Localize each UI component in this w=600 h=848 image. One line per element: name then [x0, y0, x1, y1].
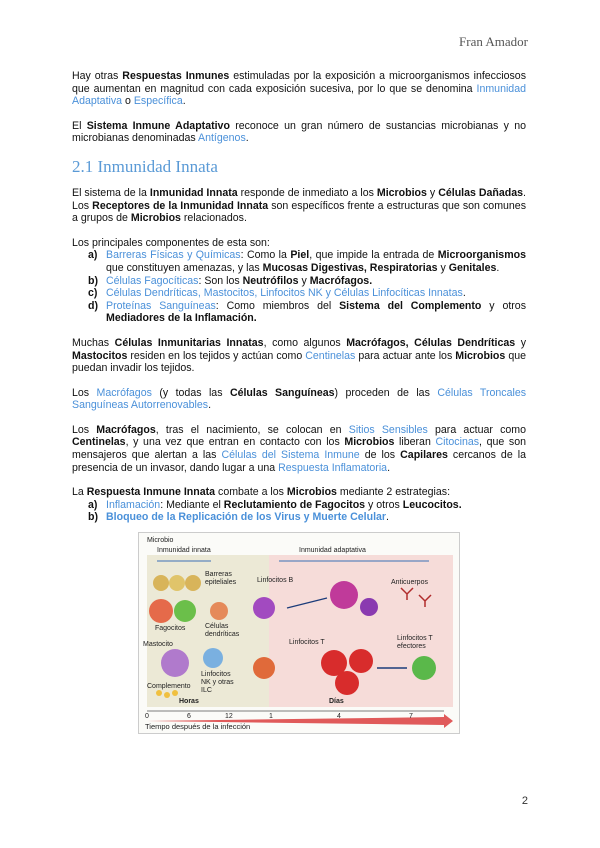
components-intro: Los principales componentes de esta son:	[72, 236, 270, 249]
innata-paragraph-4: Los Macrófagos (y todas las Células Sanguíneas) proceden de las Células Troncales Sanguíneas Autorrenovables.	[72, 386, 527, 412]
t-lymphocyte	[253, 657, 275, 679]
label-complemento: Complemento	[147, 683, 191, 691]
mast-cell	[161, 649, 189, 677]
label-anticuerpos: Anticuerpos	[391, 579, 428, 587]
label-linfocitos-b: Linfocitos B	[257, 577, 294, 585]
barrier-cell	[153, 575, 169, 591]
adaptive-background	[269, 555, 453, 707]
list-item: b) Células Fagocíticas: Son los Neutrófilos y Macrófagos.	[88, 274, 373, 287]
tick-label: 12	[225, 713, 233, 721]
innata-paragraph-3: Muchas Células Inmunitarias Innatas, como algunos Macrófagos, Células Dendríticas y Mastocitos residen en los tejidos y actúan como Centinelas para actuar ante los Microbios que puedan invadir los tejidos.	[72, 336, 526, 375]
label-barreras: Barreras epiteliales	[205, 571, 237, 587]
axis-label: Tiempo después de la infección	[145, 722, 251, 732]
label-fagocitos: Fagocitos	[155, 625, 186, 633]
time-arrow-head	[444, 714, 453, 728]
list-item: b) Bloqueo de la Replicación de los Virus y Muerte Celular.	[88, 511, 389, 524]
page-number: 2	[521, 795, 528, 807]
t-lymphocyte	[335, 671, 359, 695]
intro-paragraph-1: Hay otras Respuestas Inmunes estimuladas por la exposición a microorganismos infecciosos que aumentan en magnitud con cada exposición sucesiva, por lo que se denomina Inmunidad Adaptativa o Específica.	[72, 70, 526, 108]
components-list	[72, 249, 526, 325]
tick-label: 7	[409, 713, 413, 721]
list-item: a) Inflamación: Mediante el Reclutamiento de Fagocitos y otros Leucocitos.	[88, 498, 462, 511]
nk-cell	[203, 648, 223, 668]
section-title: 2.1 Inmunidad Innata	[72, 156, 218, 176]
innata-paragraph-1: El sistema de la Inmunidad Innata responde de inmediato a los Microbios y Células Dañadas. Los Receptores de la Inmunidad Innata son específicos frente a estructuras que son comunes a grupos de Microbios relacionados.	[72, 186, 526, 225]
tick-label: 6	[187, 713, 191, 721]
barrier-cell	[169, 575, 185, 591]
innata-paragraph-6: La Respuesta Inmune Innata combate a los Microbios mediante 2 estrategias:	[72, 486, 451, 499]
b-lymphocyte	[253, 597, 275, 619]
label-linfocitos-t: Linfocitos T	[289, 639, 325, 647]
innata-paragraph-5: Los Macrófagos, tras el nacimiento, se colocan en Sitios Sensibles para actuar como Centinelas, y una vez que entran en contacto con los Microbios liberan Citocinas, que son mensajeros que alertan a las Células del Sistema Inmune de los Capilares cercanos de la presencia de un invasor, dando lugar a una Respuesta Inflamatoria.	[72, 423, 527, 474]
document-body	[72, 70, 526, 734]
label-microbio: Microbio	[147, 537, 174, 545]
label-dendriticas: Células dendríticas	[205, 623, 240, 639]
immunity-figure	[138, 532, 460, 734]
label-horas: Horas	[179, 698, 199, 706]
t-lymphocyte	[349, 649, 373, 673]
barrier-cell	[185, 575, 201, 591]
strategies-list	[72, 499, 526, 524]
dendritic-cell	[210, 602, 228, 620]
tick-label: 0	[145, 713, 149, 721]
plasma-cell	[330, 581, 358, 609]
tick-label: 4	[337, 713, 341, 721]
label-innata: Inmunidad innata	[157, 547, 211, 555]
list-item: d) Proteínas Sanguíneas: Como miembros del Sistema del Complemento y otros Mediadores de la Inflamación.	[88, 299, 526, 325]
intro-paragraph-2: El Sistema Inmune Adaptativo reconoce un gran número de sustancias microbianas y no microbianas denominadas Antígenos.	[72, 119, 526, 145]
label-dias: Días	[329, 698, 344, 706]
plasma-cell	[360, 598, 378, 616]
tick-label: 1	[269, 713, 273, 721]
phagocyte-cell	[149, 599, 173, 623]
label-nk: Linfocitos NK y otras ILC	[201, 671, 234, 695]
list-item: a) Barreras Físicas y Químicas: Como la Piel, que impide la entrada de Microorganismos que constituyen amenazas, y las Mucosas Digestivas, Respiratorias y Genitales.	[88, 249, 526, 274]
effector-t-cell	[412, 656, 436, 680]
author-name: Fran Amador	[459, 34, 528, 49]
label-adaptativa: Inmunidad adaptativa	[299, 547, 366, 555]
list-item: c) Células Dendríticas, Mastocitos, Linfocitos NK y Células Linfocíticas Innatas.	[88, 287, 466, 300]
complement-dot	[164, 692, 170, 698]
label-mastocito: Mastocito	[143, 641, 173, 649]
label-efectores: Linfocitos T efectores	[397, 635, 433, 651]
phagocyte-cell	[174, 600, 196, 622]
